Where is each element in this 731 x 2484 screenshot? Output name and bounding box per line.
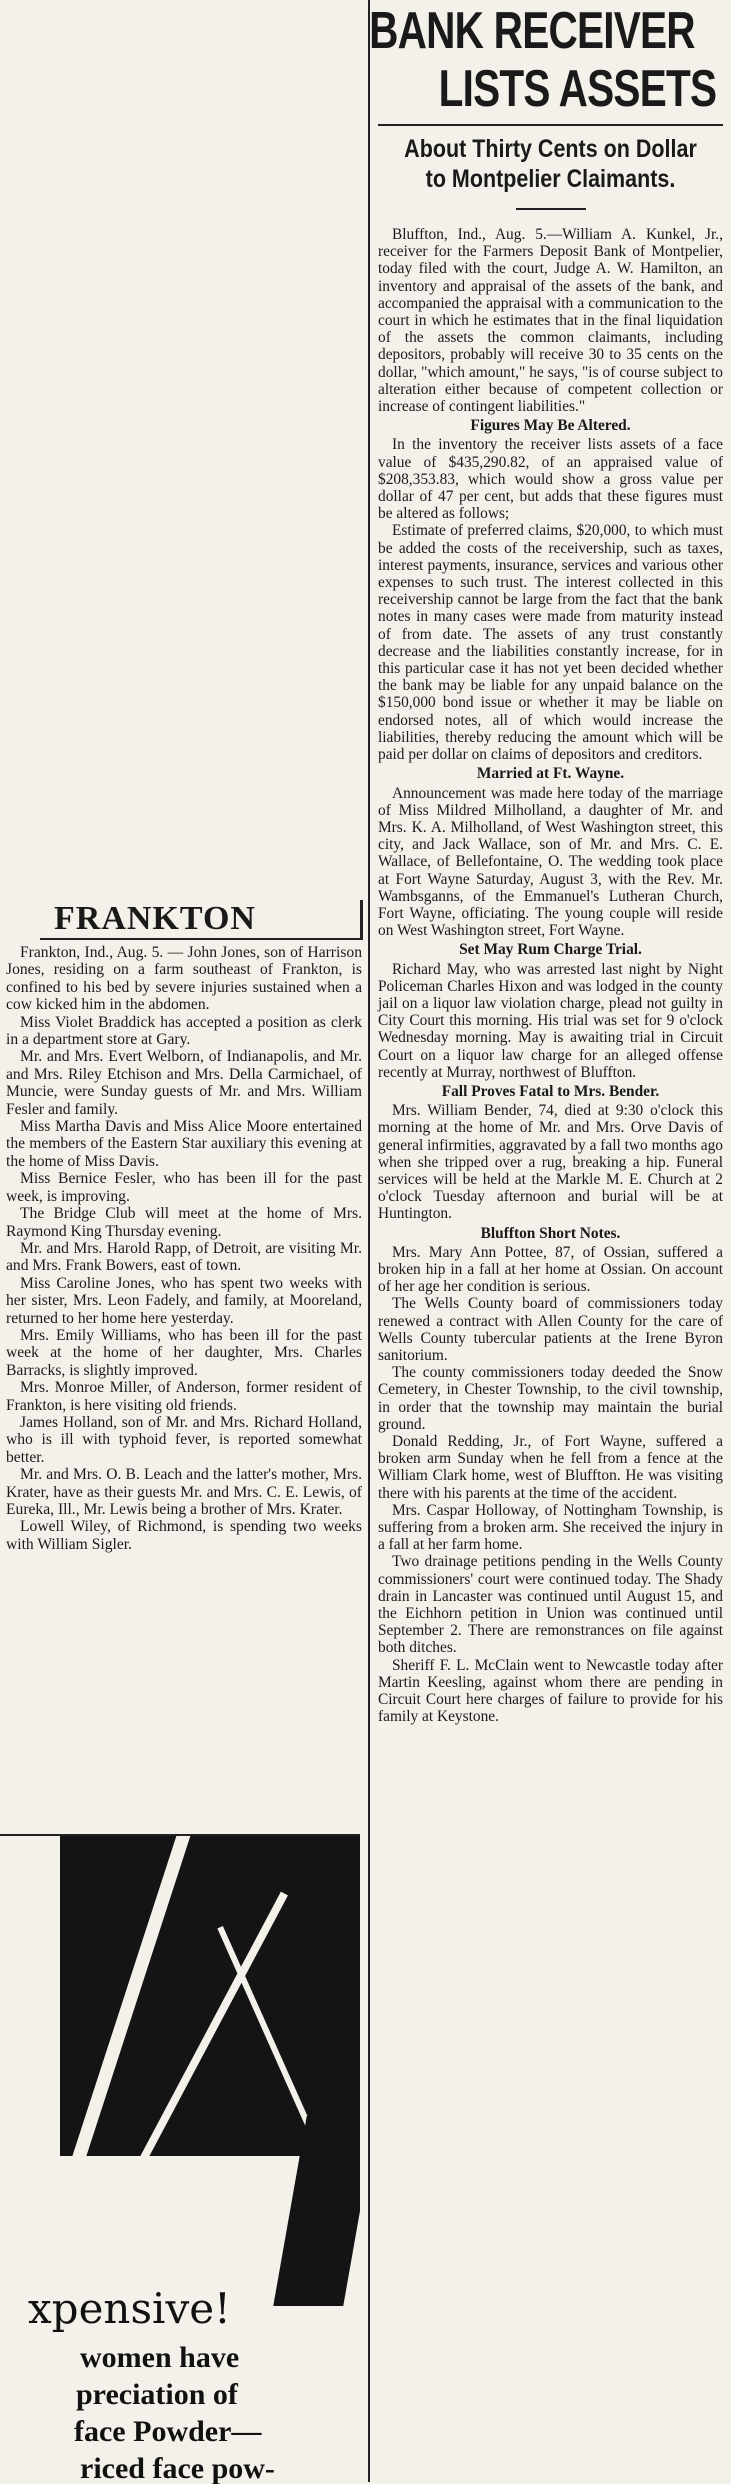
- short-note: Mrs. Caspar Holloway, of Nottingham Township, is suffering from a broken arm. She received the injury in a fall at her farm home.: [378, 1501, 723, 1554]
- short-note: Two drainage petitions pending in the Wells County commissioners' court were continued today. The Shady drain in Lancaster was continued until August 15, and the Eichhorn petition in Union was continued until September 2. There are remonstrances on file against both ditches.: [378, 1553, 723, 1657]
- frankton-item: Mrs. Emily Williams, who has been ill for the past week at the home of her daughter, Mrs. Charles Barracks, is slightly improved.: [6, 1326, 362, 1379]
- subhead-rum-trial: Set May Rum Charge Trial.: [459, 941, 642, 959]
- ad-copy-line-3: face Powder—: [74, 2415, 262, 2448]
- frankton-item: Mr. and Mrs. Evert Welborn, of Indianapolis, and Mr. and Mrs. Riley Etchison and Mrs. Della Carmichael, of Muncie, were Sunday guests of Mr. and Mrs. William Fesler and family.: [6, 1048, 362, 1118]
- subhead-married: Married at Ft. Wayne.: [476, 765, 625, 783]
- subhead-short-notes: Bluffton Short Notes.: [480, 1224, 621, 1242]
- story-paragraph: Mrs. William Bender, 74, died at 9:30 o'clock this morning at the home of Mr. and Mrs. Orve Davis of general infirmities, aggravated by a fall two months ago when she tripped over a rug, breaking a hip. Funeral services will be held at the Markle M. E. Church at 2 o'clock Tuesday afternoon and burial will be at Huntington.: [378, 1102, 723, 1223]
- frankton-item: Mrs. Monroe Miller, of Anderson, former resident of Frankton, is here visiting old friends.: [6, 1379, 362, 1414]
- ad-illustration: [60, 1836, 360, 2306]
- frankton-heading: FRANKTON: [54, 900, 256, 937]
- story-body: [378, 226, 723, 1725]
- short-note: Mrs. Mary Ann Pottee, 87, of Ossian, suffered a broken hip in a fall at her home at Ossian. On account of her age her condition is serious.: [378, 1243, 723, 1296]
- story-paragraph: Richard May, who was arrested last night by Night Policeman Charles Hixon and was lodged in the county jail on a liquor law violation charge, plead not guilty in City Court this morning. His trial was set for 9 o'clock Wednesday morning. May is awaiting trial in Circuit Court on a liquor law charge for an alleged offense recently at Murray, northwest of Bluffton.: [378, 960, 723, 1081]
- story-paragraph: Announcement was made here today of the marriage of Miss Mildred Milholland, a daughter of Mr. and Mrs. K. A. Milholland, of West Washington street, this city, and Jack Wallace, son of Mr. and Mrs. C. E. Wallace, of Bellefontaine, O. The wedding took place at Fort Wayne Saturday, August 3, with the Rev. Mr. Wambsganns, of the Emmanuel's Lutheran Church, Fort Wayne, officiating. The young couple will reside on West Washington street, Fort Wayne.: [378, 784, 723, 940]
- short-note: The county commissioners today deeded the Snow Cemetery, in Chester Township, to the civil township, in order that the township may maintain the burial ground.: [378, 1364, 723, 1433]
- frankton-item: Lowell Wiley, of Richmond, is spending two weeks with William Sigler.: [6, 1518, 362, 1553]
- short-note: Sheriff F. L. McClain went to Newcastle today after Martin Keesling, against whom there are pending in Circuit Court here charges of failure to provide for his family at Keystone.: [378, 1656, 723, 1726]
- headline: [369, 2, 717, 118]
- ad-copy-line-2: preciation of: [76, 2378, 238, 2411]
- story-paragraph: Estimate of preferred claims, $20,000, to which must be added the costs of the receivership, such as taxes, interest payments, insurance, services and various other expenses to such trust. The interest collected in this receivership cannot be large from the fact that the bank notes in many cases were made from maturity instead of from date. The assets of any trust constantly decrease and the liabilities constantly increase, for in this particular case it has not yet been decided whether the bank may be liable for any unpaid balance on the $150,000 bond issue or whether it may be liable on endorsed notes, all of which would increase the liabilities, thereby reducing the amount which will be paid per dollar on claims of depositors and creditors.: [378, 522, 723, 764]
- subhead-figures: Figures May Be Altered.: [470, 417, 631, 435]
- deck-line-1: About Thirty Cents on Dollar: [404, 135, 697, 163]
- headline-line-2: LISTS ASSETS: [438, 60, 717, 118]
- face-powder-ad: [0, 1834, 360, 2484]
- frankton-column: [6, 944, 362, 1553]
- column-rule: [368, 0, 370, 2482]
- frankton-heading-box: [40, 900, 363, 940]
- frankton-item: Miss Bernice Fesler, who has been ill for the past week, is improving.: [6, 1170, 362, 1205]
- ad-copy-line-1: women have: [80, 2341, 240, 2374]
- short-note: The Wells County board of commissioners today renewed a contract with Allen County for the care of Wells County tubercular patients at the Irene Byron sanitorium.: [378, 1295, 723, 1364]
- frankton-item: Mr. and Mrs. O. B. Leach and the latter's mother, Mrs. Krater, have as their guests Mr. and Mrs. C. E. Lewis, of Eureka, Ill., Mr. Lewis being a brother of Mrs. Krater.: [6, 1466, 362, 1518]
- subhead-bender: Fall Proves Fatal to Mrs. Bender.: [441, 1082, 660, 1100]
- ad-copy-line-4: riced face pow-: [80, 2452, 275, 2484]
- ad-headline: xpensive!: [28, 2284, 231, 2333]
- frankton-item: Miss Martha Davis and Miss Alice Moore entertained the members of the Eastern Star auxiliary this evening at the home of Miss Davis.: [6, 1118, 362, 1170]
- frankton-item: The Bridge Club will meet at the home of Mrs. Raymond King Thursday evening.: [6, 1205, 362, 1240]
- frankton-item: Miss Violet Braddick has accepted a position as clerk in a department store at Gary.: [6, 1013, 362, 1049]
- story-paragraph: In the inventory the receiver lists assets of a face value of $435,290.82, of an appraised value of $208,353.83, which would show a gross value per dollar of 47 per cent, but adds that these figures must be altered as follows;: [378, 436, 723, 523]
- headline-line-1: BANK RECEIVER: [369, 2, 695, 60]
- deck-line-2: to Montpelier Claimants.: [425, 165, 676, 193]
- short-note: Donald Redding, Jr., of Fort Wayne, suffered a broken arm Sunday when he fell from a fence at the William Clark home, west of Bluffton. He was visiting there with his parents at the time of the accident.: [378, 1433, 723, 1502]
- deck: [402, 134, 699, 194]
- headline-rule: [378, 124, 723, 126]
- deck-rule: [516, 208, 586, 210]
- story-paragraph: Bluffton, Ind., Aug. 5.—William A. Kunkel, Jr., receiver for the Farmers Deposit Bank of Montpelier, today filed with the court, Judge A. W. Hamilton, an inventory and appraisal of the assets of the bank, and accompanied the appraisal with a communication to the court in which he estimates that in the final liquidation of the assets the common claimants, including depositors, probably will receive 30 to 35 cents on the dollar, "which amount," he says, "is of course subject to alteration either because of competent collection or increase of contingent liabilities.": [378, 226, 723, 416]
- frankton-item: Mr. and Mrs. Harold Rapp, of Detroit, are visiting Mr. and Mrs. Frank Bowers, east of town.: [6, 1239, 362, 1275]
- bank-story: [369, 0, 723, 1726]
- frankton-item: Miss Caroline Jones, who has spent two weeks with her sister, Mrs. Leon Fadely, and family, at Mooreland, returned to her home here yesterday.: [6, 1274, 362, 1327]
- frankton-item: James Holland, son of Mr. and Mrs. Richard Holland, who is ill with typhoid fever, is reported somewhat better.: [6, 1413, 362, 1466]
- frankton-item: Frankton, Ind., Aug. 5. — John Jones, son of Harrison Jones, residing on a farm southeast of Frankton, is confined to his bed by severe injuries sustained when a cow kicked him in the abdomen.: [6, 944, 362, 1014]
